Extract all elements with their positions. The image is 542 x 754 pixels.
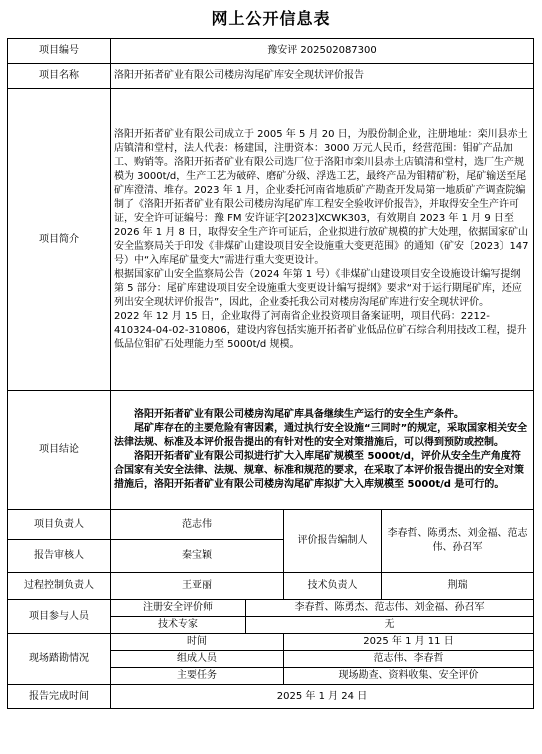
- completion-value: 2025 年 1 月 24 日: [111, 685, 534, 709]
- row-conclusion: [8, 391, 534, 510]
- intro-label: 项目简介: [8, 89, 111, 391]
- row-process: [8, 573, 534, 600]
- reviewer-value: 秦宝颖: [111, 540, 284, 573]
- registered-label: 注册安全评价师: [111, 600, 246, 617]
- row-project-name: [8, 64, 534, 89]
- conclusion-content: [111, 391, 534, 510]
- survey-members-value: 范志伟、李春哲: [284, 651, 534, 668]
- survey-tasks-label: 主要任务: [111, 668, 284, 685]
- info-table: [7, 38, 534, 709]
- intro-paragraph: 根据国家矿山安全监察局公告（2024 年第 1 号）《非煤矿山建设项目安全设施设计编写提纲第 5 部分：尾矿库建设项目安全设施重大变更设计编写提纲》要求“对于运行期尾矿库，还应列出安全现状评价报告”，因此，企业委托我公司对楼房沟尾矿库进行安全现状评价。: [114, 268, 522, 308]
- row-participants: [8, 600, 534, 617]
- editors-value: 李春哲、陈勇杰、刘金福、范志伟、孙召军: [382, 510, 534, 573]
- expert-label: 技术专家: [111, 617, 246, 634]
- intro-content: [111, 89, 534, 391]
- conclusion-label: 项目结论: [8, 391, 111, 510]
- row-survey-time: [8, 634, 534, 651]
- project-name-label: 项目名称: [8, 64, 111, 89]
- conclusion-paragraph: 洛阳开拓者矿业有限公司楼房沟尾矿库具备继续生产运行的安全生产条件。: [134, 409, 464, 420]
- survey-time-label: 时间: [111, 634, 284, 651]
- row-intro: [8, 89, 534, 391]
- conclusion-paragraph: 洛阳开拓者矿业有限公司拟进行扩大入库尾矿规模至 5000t/d，评价从安全生产角度符合国家有关安全法律、法规、规章、标准和规范的要求，在采取了本评价报告提出的安全对策措施后，洛阳开拓者矿业有限公司楼房沟尾矿库拟扩大入库规模至 5000t/d 是可行的。: [114, 451, 524, 490]
- conclusion-paragraph: 尾矿库存在的主要危险有害因素，通过执行安全设施“三同时”的规定，采取国家相关安全法律法规、标准及本评价报告提出的有针对性的安全对策措施后，可以得到预防或控制。: [114, 423, 528, 448]
- row-completion: [8, 685, 534, 709]
- page-title: 网上公开信息表: [211, 9, 331, 28]
- participants-label: 项目参与人员: [8, 600, 111, 634]
- row-leader: [8, 510, 534, 540]
- process-value: 王亚丽: [111, 573, 284, 600]
- project-no-label: 项目编号: [8, 39, 111, 64]
- editors-label: 评价报告编制人: [284, 510, 382, 573]
- survey-time-value: 2025 年 1 月 11 日: [284, 634, 534, 651]
- survey-tasks-value: 现场勘查、资料收集、安全评价: [284, 668, 534, 685]
- leader-label: 项目负责人: [8, 510, 111, 540]
- tech-label: 技术负责人: [284, 573, 382, 600]
- process-label: 过程控制负责人: [8, 573, 111, 600]
- leader-value: 范志伟: [111, 510, 284, 540]
- intro-paragraph: 洛阳开拓者矿业有限公司成立于 2005 年 5 月 20 日，为股份制企业，注册地址：栾川县赤土店镇清和堂村，法人代表：杨建国，注册资本：3000 万元人民币，经营范围：钼矿产品加工、购销等。洛阳开拓者矿业有限公司选厂位于洛阳市栾川县赤土店镇清和堂村，选厂生产规模为 3000t/d，生产工艺为破碎、磨矿分级、浮选工艺，最终产品为钼精矿粉，尾矿输送至尾矿库澄清、堆存。2023 年 1 月，企业委托河南省地质矿产勘查开发局第一地质矿产调查院编制了《洛阳开拓者矿业有限公司楼房沟尾矿库工程安全验收评价报告》，并取得安全生产许可证，安全许可证编号：豫 FM 安许证字[2023]XCWK303，有效期自 2023 年 1 月 9 日至 2026 年 1 月 8 日，取得安全生产许可证后，企业拟进行放矿规模的扩大处理，依据国家矿山安全监察局关于印发《非煤矿山建设项目安全设施重大变更范围》的通知（矿安〔2023〕147 号）中“入库尾矿量变大”需进行重大变更设计。: [114, 128, 529, 266]
- survey-label: 现场踏勘情况: [8, 634, 111, 685]
- project-name-value: 洛阳开拓者矿业有限公司楼房沟尾矿库安全现状评价报告: [111, 64, 534, 89]
- intro-paragraph: 2022 年 12 月 15 日，企业取得了河南省企业投资项目备案证明，项目代码：2212-410324-04-02-310806，建设内容包括实施开拓者矿业低品位矿石综合利用技改工程，提升低品位钼矿石处理能力至 5000t/d 规模。: [114, 310, 527, 350]
- project-no-value: 豫安评 202502087300: [111, 39, 534, 64]
- row-project-no: [8, 39, 534, 64]
- survey-members-label: 组成人员: [111, 651, 284, 668]
- registered-value: 李春哲、陈勇杰、范志伟、刘金福、孙召军: [246, 600, 534, 617]
- reviewer-label: 报告审核人: [8, 540, 111, 573]
- completion-label: 报告完成时间: [8, 685, 111, 709]
- tech-value: 荆瑞: [382, 573, 534, 600]
- expert-value: 无: [246, 617, 534, 634]
